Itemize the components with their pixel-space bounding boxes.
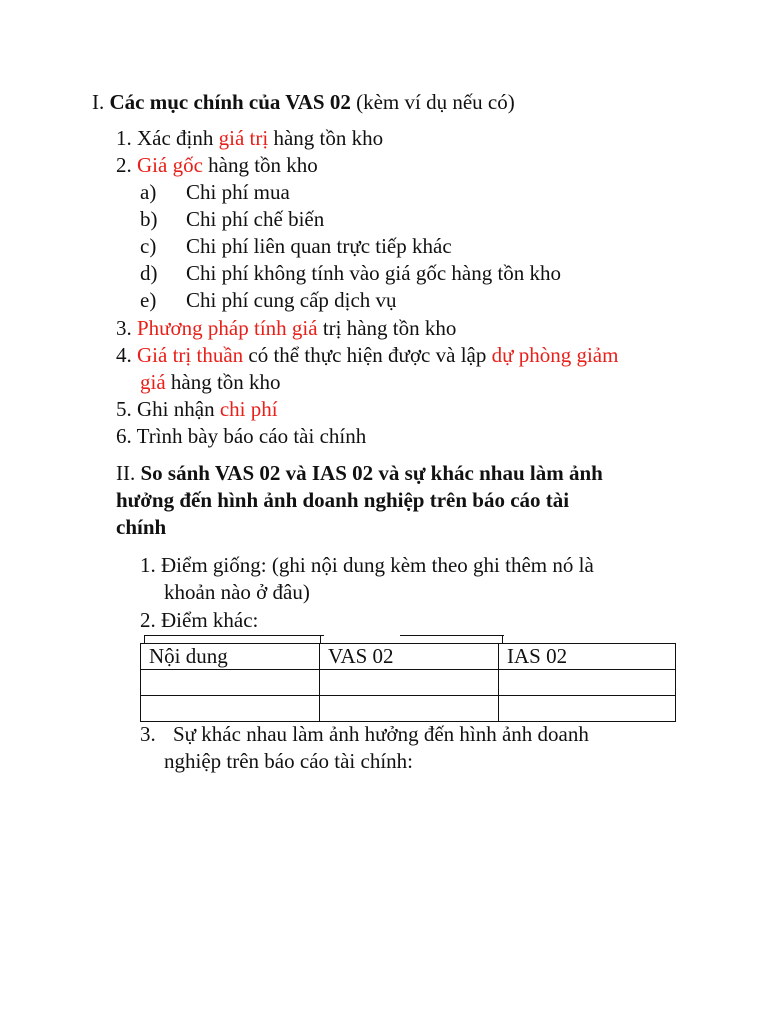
section2-title-cont: chính <box>116 515 167 539</box>
section1-note: (kèm ví dụ nếu có) <box>356 90 515 114</box>
section2-heading-line2 <box>116 487 569 514</box>
item-text-cont: hàng tồn kho <box>165 370 281 394</box>
list-item-4 <box>116 342 618 369</box>
sublist-text: Chi phí không tính vào giá gốc hàng tồn kho <box>186 261 562 285</box>
table-header-row <box>141 644 676 670</box>
item-number: 5. <box>116 397 132 421</box>
section2-title-cont: hưởng đến hình ảnh doanh nghiệp trên báo cáo tài <box>116 488 570 512</box>
section1-title: Các mục chính của VAS 02 <box>109 90 351 114</box>
item-text: có thể thực hiện được và lập <box>243 343 492 367</box>
item-number: 1. <box>116 126 132 150</box>
similarities-item-cont <box>164 579 310 606</box>
section1-heading <box>92 89 515 116</box>
item-text: Xác định <box>137 126 219 150</box>
item-highlight-2: dự phòng giảm <box>491 343 619 367</box>
sublist-letter: a) <box>140 180 157 204</box>
sublist-letter: b) <box>140 207 158 231</box>
item-text: Trình bày báo cáo tài chính <box>136 424 367 448</box>
list-item-2 <box>116 152 318 179</box>
table-cell[interactable] <box>141 670 320 696</box>
table-cell[interactable] <box>499 696 676 722</box>
sublist-letter: d) <box>140 261 158 285</box>
list-item-4-continuation <box>140 369 281 396</box>
sublist-letter: e) <box>140 288 157 312</box>
table-header-cell: Nội dung <box>141 644 320 670</box>
impact-item-cont <box>164 748 413 775</box>
item-highlight: Giá gốc <box>137 153 203 177</box>
table-tick <box>320 635 321 643</box>
impact-number: 3. <box>140 722 156 746</box>
section2-heading-line1 <box>116 460 603 487</box>
table-top-rule <box>144 635 324 636</box>
item-number: 4. <box>116 343 132 367</box>
similarities-text-cont: khoản nào ở đâu) <box>164 580 310 604</box>
sublist-text: Chi phí liên quan trực tiếp khác <box>186 234 452 258</box>
sublist-letter: c) <box>140 234 157 258</box>
item-highlight-cont: giá <box>140 370 166 394</box>
list-item-3 <box>116 315 456 342</box>
item-text-end: hàng tồn kho <box>202 153 318 177</box>
item-text: Ghi nhận <box>137 397 220 421</box>
section2-number: II. <box>116 461 136 485</box>
table-cell[interactable] <box>141 696 320 722</box>
sublist-text: Chi phí mua <box>186 180 290 204</box>
list-item-5 <box>116 396 278 423</box>
similarities-text: 1. Điểm giống: (ghi nội dung kèm theo ghi thêm nó là <box>140 553 594 577</box>
table-row <box>141 670 676 696</box>
section2-title: So sánh VAS 02 và IAS 02 và sự khác nhau làm ảnh <box>140 461 603 485</box>
item-highlight: chi phí <box>219 397 278 421</box>
item-number: 3. <box>116 316 132 340</box>
item-highlight: Phương pháp tính giá <box>137 316 318 340</box>
item-text-end: trị hàng tồn kho <box>317 316 457 340</box>
item-highlight: giá trị <box>218 126 269 150</box>
table-top-rule <box>400 635 504 636</box>
item-number: 6. <box>116 424 132 448</box>
item-text-end: hàng tồn kho <box>268 126 384 150</box>
sublist-text: Chi phí chế biến <box>186 207 325 231</box>
table-tick <box>502 635 503 643</box>
table-row <box>141 696 676 722</box>
impact-text-cont: nghiệp trên báo cáo tài chính: <box>164 749 413 773</box>
impact-text: Sự khác nhau làm ảnh hưởng đến hình ảnh doanh <box>173 722 589 746</box>
item-number: 2. <box>116 153 132 177</box>
table-header-cell: IAS 02 <box>499 644 676 670</box>
table-tick <box>144 635 145 643</box>
impact-item <box>140 721 589 748</box>
section2-heading-line3 <box>116 514 166 541</box>
table-cell[interactable] <box>499 670 676 696</box>
list-item-6 <box>116 423 366 450</box>
item-highlight: Giá trị thuần <box>137 343 244 367</box>
comparison-table <box>140 643 676 722</box>
table-cell[interactable] <box>320 696 499 722</box>
section1-number: I. <box>92 90 105 114</box>
table-cell[interactable] <box>320 670 499 696</box>
sublist-text: Chi phí cung cấp dịch vụ <box>186 288 397 312</box>
differences-item <box>140 607 258 634</box>
differences-text: 2. Điểm khác: <box>140 608 259 632</box>
similarities-item <box>140 552 594 579</box>
list-item-1 <box>116 125 383 152</box>
table-header-cell: VAS 02 <box>320 644 499 670</box>
